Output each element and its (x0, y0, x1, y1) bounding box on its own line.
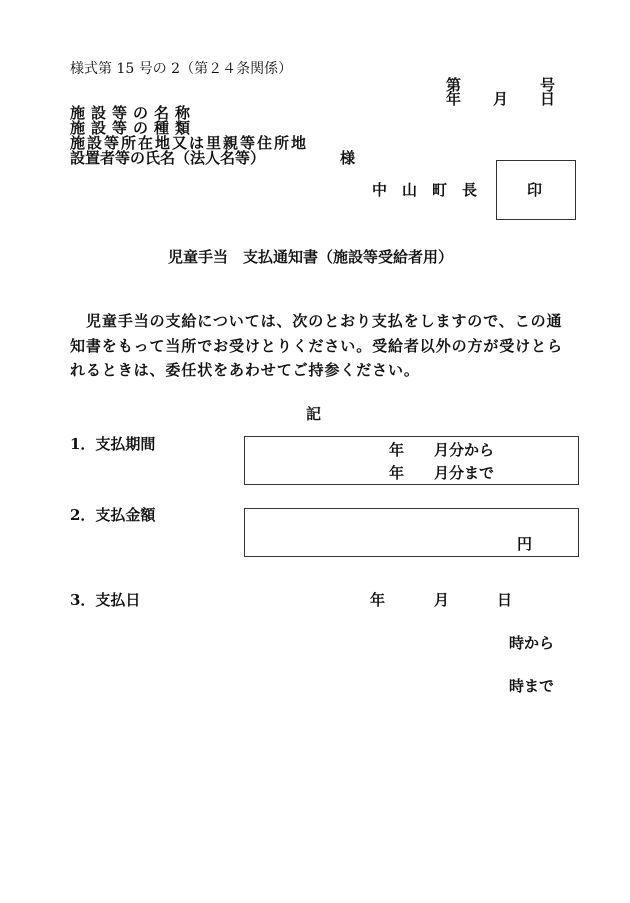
payment-date-month: 月 (434, 591, 450, 609)
period-from: 年 月分から (389, 441, 495, 459)
ki-mark: 記 (306, 405, 322, 423)
payment-period-box (244, 436, 579, 485)
facility-name-label: 施設等の名称 (70, 104, 197, 122)
body-line-1: 児童手当の支給については、次のとおり支払をしますので、この通 (86, 312, 563, 330)
body-line-3: れるときは、委任状をあわせてご持参ください。 (70, 361, 420, 379)
issuer-name: 中 山 町 長 (372, 181, 478, 199)
body-line-2: 知書をもって当所でお受けとりください。受給者以外の方が受けとら (70, 337, 563, 355)
doc-number-suffix: 号 (540, 76, 556, 94)
document-title: 児童手当 支払通知書（施設等受給者用） (168, 248, 454, 266)
amount-unit: 円 (517, 535, 533, 553)
payment-time-from: 時から (509, 634, 555, 652)
payment-date-year: 年 (370, 591, 386, 609)
doc-date-month: 月 (493, 90, 509, 108)
address-label: 施設等所在地又は里親等住所地 (70, 134, 309, 152)
seal-box (496, 160, 576, 220)
payment-period-label: 1．支払期間 (70, 435, 156, 453)
form-reference: 様式第 15 号の 2（第２４条関係） (70, 61, 293, 77)
facility-type-label: 施設等の種類 (70, 119, 197, 137)
installer-label: 設置者等の氏名（法人名等） (70, 149, 266, 167)
payment-date-label: 3．支払日 (70, 591, 141, 609)
period-to: 年 月分まで (389, 464, 495, 482)
doc-date-year: 年 (446, 90, 462, 108)
doc-date-day: 日 (540, 90, 556, 108)
seal-mark: 印 (527, 181, 543, 199)
payment-time-to: 時まで (509, 677, 555, 695)
payment-amount-label: 2．支払金額 (70, 506, 156, 524)
doc-number-prefix: 第 (446, 76, 462, 94)
payment-date-day: 日 (497, 591, 513, 609)
honorific: 様 (340, 149, 356, 167)
payment-amount-box (244, 508, 579, 557)
